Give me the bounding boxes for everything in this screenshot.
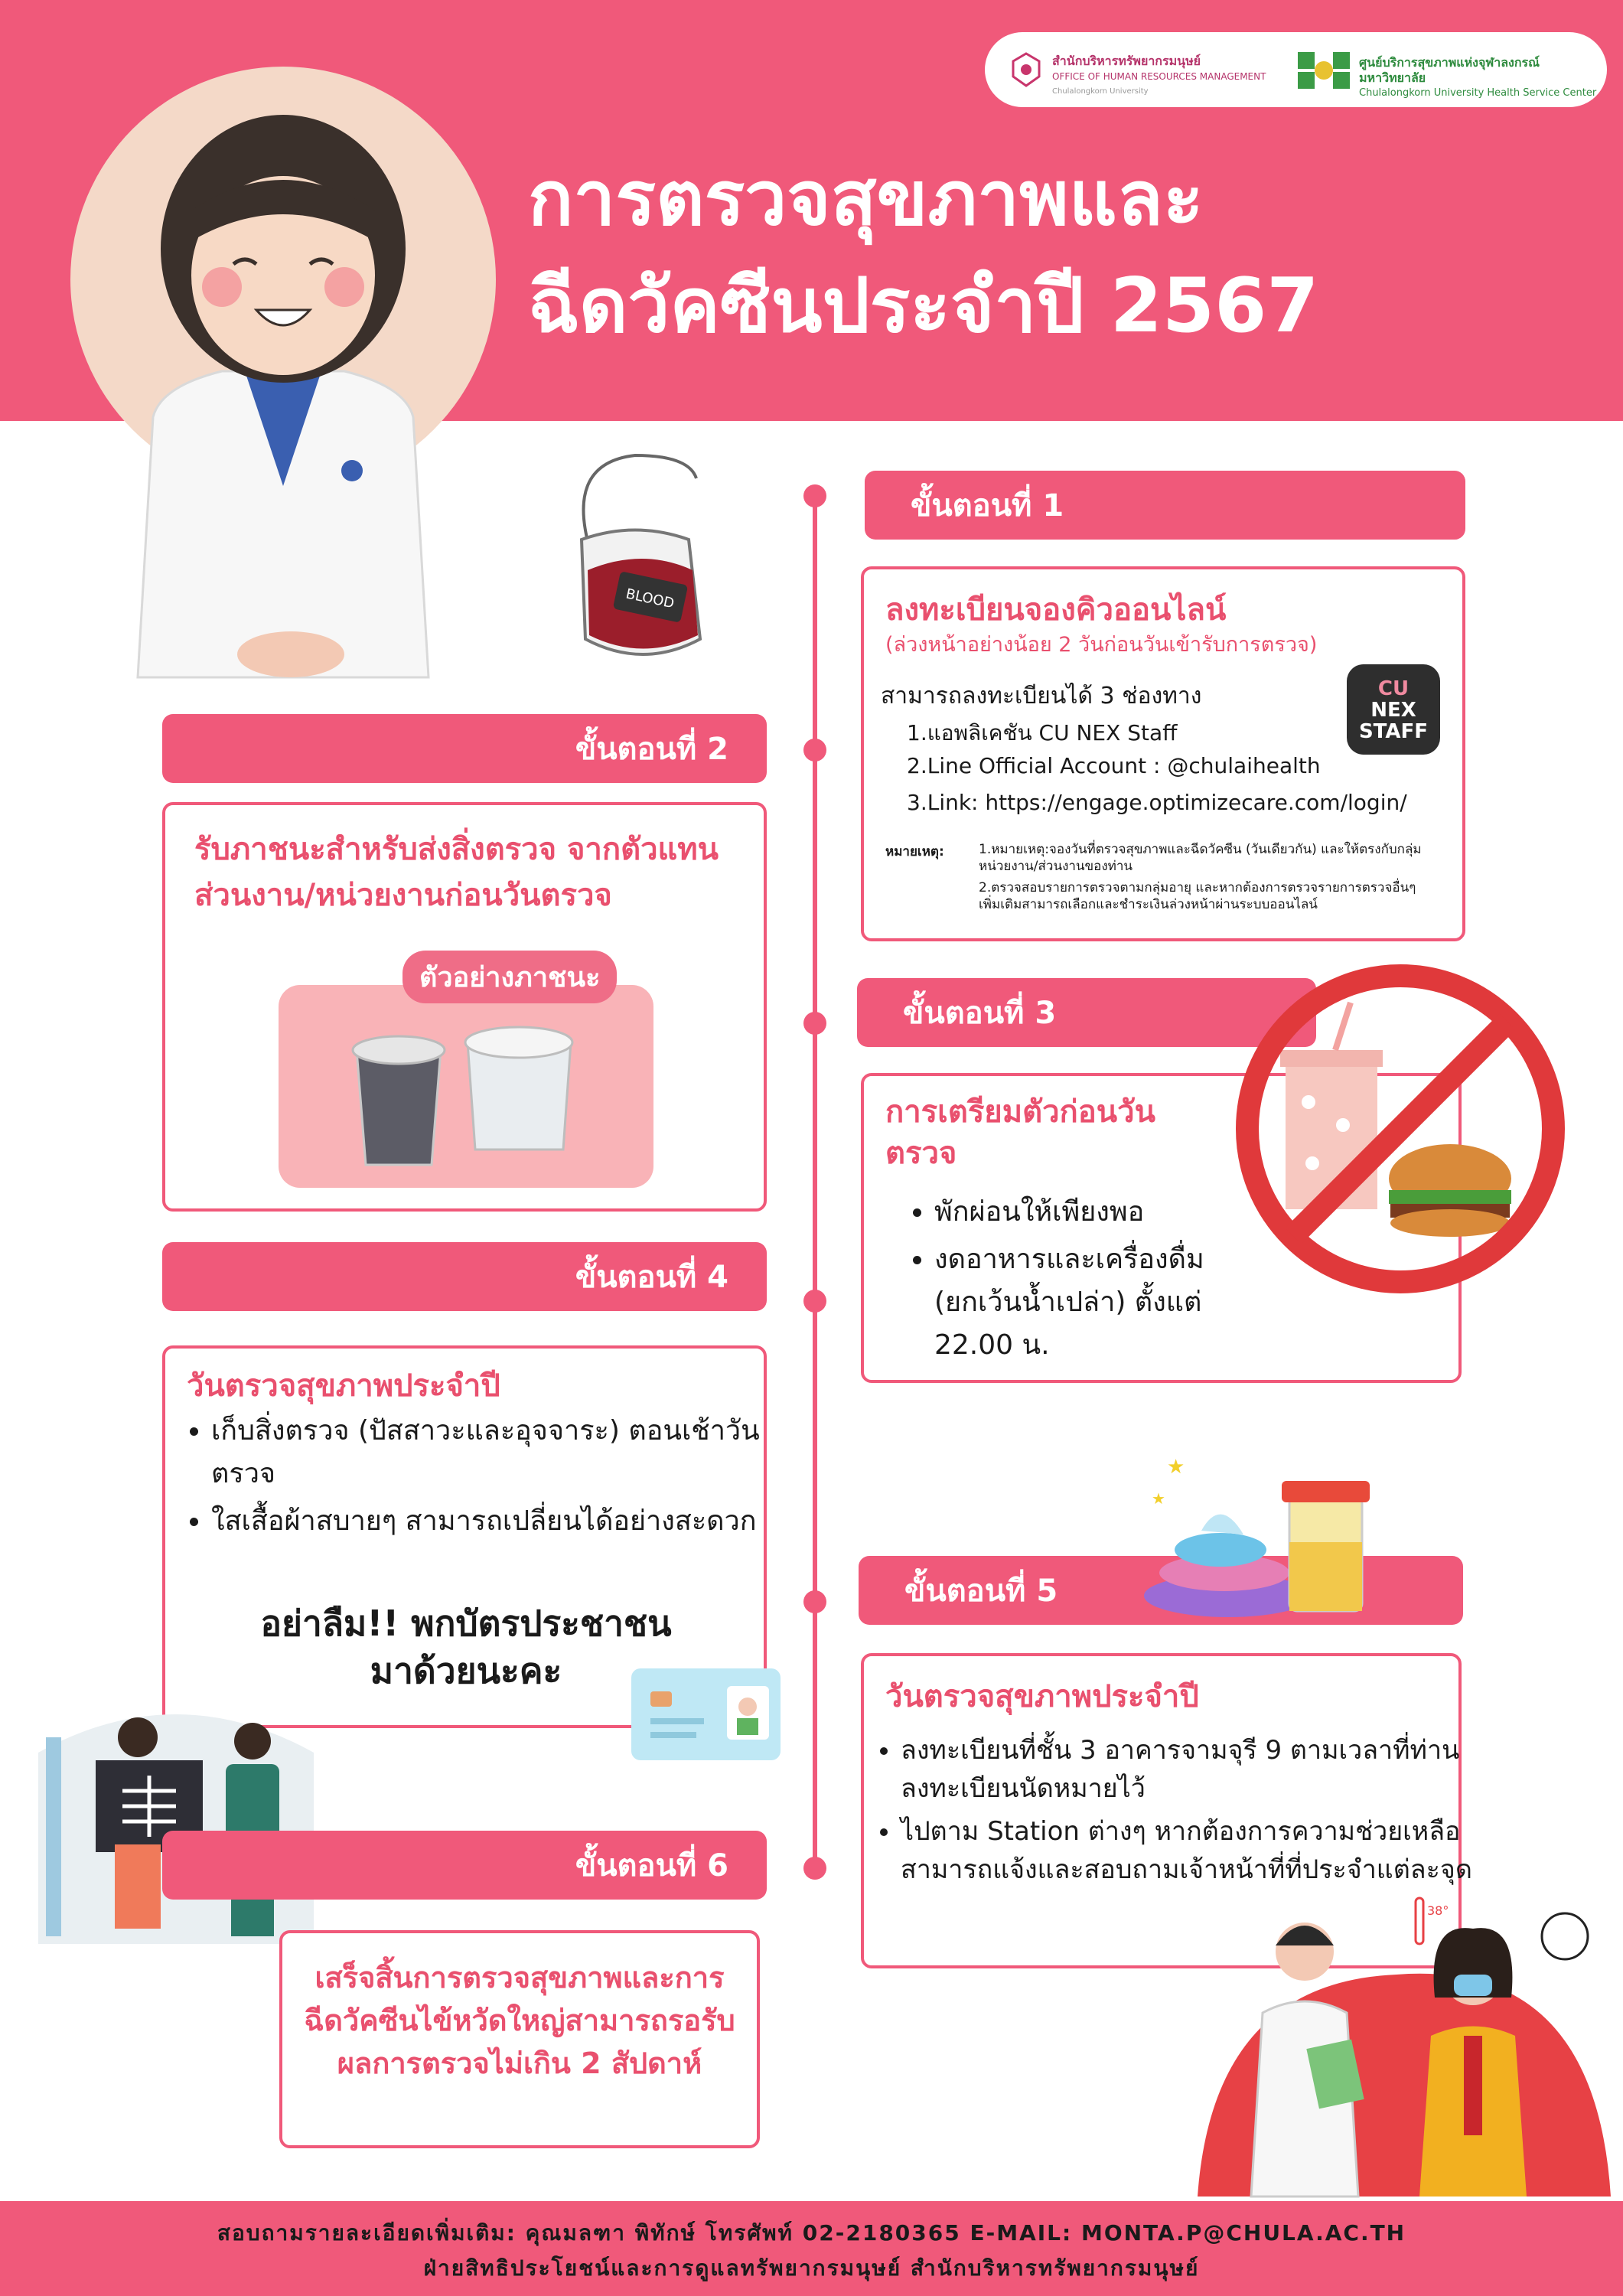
step-5-list [861,1731,1482,1893]
step-1-channel: 3.Link: https://engage.optimizecare.com/login/ [907,790,1407,815]
step-5-header: ขั้นตอนที่ 5 [859,1556,1463,1625]
blood-bag-label: BLOOD [624,585,676,612]
list-item: • ลงทะเบียนที่ชั้น 3 อาคารจามจุรี 9 ตามเวลาที่ท่านลงทะเบียนนัดหมายไว้ [901,1731,1482,1808]
step-3-heading: การเตรียมตัวก่อนวันตรวจ [885,1094,1155,1171]
step-1-channel: 1.แอพลิเคชัน CU NEX Staff [907,720,1178,745]
step-3-list [895,1191,1263,1371]
step-6-header: ขั้นตอนที่ 6 [162,1831,767,1900]
timeline-dot [803,484,826,507]
timeline-dot [803,1290,826,1313]
step-1-subheading: (ล่วงหน้าอย่างน้อย 2 วันก่อนวันเข้ารับการตรวจ) [885,633,1318,657]
list-item: • เก็บสิ่งตรวจ (ปัสสาวะและอุจจาระ) ตอนเช้าวันตรวจ [211,1410,777,1495]
xray-illustration [23,1691,329,1944]
step-1-note: 1.หมายเหตุ:จองวันที่ตรวจสุขภาพและฉีดวัคซีน (วันเดียวกัน) และให้ตรงกับกลุ่มหน่วยงาน/ส่วนงานของท่าน [979,842,1422,874]
doctor-patient-illustration [1198,1890,1623,2204]
step-1-note-label: หมายเหตุ: [885,844,944,859]
health-center-logo-icon [1293,47,1354,93]
footer-department: ฝ่ายสิทธิประโยชน์และการดูแลทรัพยากรมนุษย์ สำนักบริหารทรัพยากรมนุษย์ [423,2255,1200,2281]
step-4-list [171,1410,777,1548]
page-title: การตรวจสุขภาพและ ฉีดวัคซีนประจำปี 2567 [528,155,1319,350]
step-1-note: 2.ตรวจสอบรายการตรวจตามกลุ่มอายุ และหากต้องการตรวจรายการตรวจอื่นๆ เพิ่มเติมสามารถเลือกและชำระเงินล่วงหน้าผ่านระบบออนไลน์ [979,880,1416,912]
timeline-dot [803,1590,826,1613]
specimen-containers-illustration [334,1019,586,1172]
timeline-line [813,496,817,1870]
step-1-intro: สามารถลงทะเบียนได้ 3 ช่องทาง [881,683,1202,709]
step-6-text: เสร็จสิ้นการตรวจสุขภาพและการฉีดวัคซีนไข้หวัดใหญ่สามารถรอรับผลการตรวจไม่เกิน 2 สัปดาห์ [304,1961,735,2080]
stool-urine-sample-illustration [1136,1450,1381,1623]
step-2-text: รับภาชนะสำหรับส่งสิ่งตรวจ จากตัวแทนส่วนงาน/หน่วยงานก่อนวันตรวจ [194,832,719,913]
step-4-header: ขั้นตอนที่ 4 [162,1242,767,1311]
list-item: • งดอาหารและเครื่องดื่ม (ยกเว้นน้ำเปล่า) ตั้งแต่ 22.00 น. [934,1238,1263,1367]
footer-contact: สอบถามรายละเอียดเพิ่มเติม: คุณมลฑา พิทักษ์ โทรศัพท์ 02-2180365 E-MAIL: MONTA.P@CHULA.AC.TH [217,2220,1406,2245]
id-card-icon [627,1665,784,1764]
step-3-header: ขั้นตอนที่ 3 [857,978,1316,1047]
thermometer-label: 38° [1427,1903,1449,1918]
list-item: • ไปตาม Station ต่างๆ หากต้องการความช่วยเหลือสามารถแจ้งและสอบถามเจ้าหน้าที่ที่ประจำแต่ละจุด [901,1812,1482,1889]
health-center-logo-text: ศูนย์บริการสุขภาพแห่งจุฬาลงกรณ์มหาวิทยาลัย Chulalongkorn University Health Service Center [1359,55,1597,99]
step-2-card [162,802,767,1212]
id-card-reminder: อย่าลืม!! พกบัตรประชาชน มาด้วยนะคะ [260,1603,672,1691]
step-1-header: ขั้นตอนที่ 1 [865,471,1465,540]
timeline-dot [803,1857,826,1880]
step-2-header: ขั้นตอนที่ 2 [162,714,767,783]
sample-label-badge: ตัวอย่างภาชนะ [402,951,617,1003]
hr-office-logo-icon [1009,51,1044,89]
step-4-heading: วันตรวจสุขภาพประจำปี [187,1368,500,1404]
timeline-dot [803,739,826,762]
svg-text:★: ★ [1152,1489,1165,1508]
timeline-dot [803,1012,826,1035]
no-food-drink-icon [1221,949,1580,1309]
cu-nex-staff-logo: CU NEX STAFF [1347,664,1440,755]
svg-text:★: ★ [1167,1456,1185,1479]
step-1-heading: ลงทะเบียนจองคิวออนไลน์ [885,592,1227,628]
doctor-illustration [69,57,513,693]
step-1-channel: 2.Line Official Account : @chulaihealth [907,753,1321,778]
hr-office-logo-text: สำนักบริหารทรัพยากรมนุษย์ OFFICE OF HUMAN RESOURCES MANAGEMENT Chulalongkorn University [1052,54,1266,96]
list-item: • ใสเสื้อผ้าสบายๆ สามารถเปลี่ยนได้อย่างสะดวก [211,1500,777,1543]
step-5-heading: วันตรวจสุขภาพประจำปี [885,1679,1199,1714]
list-item: • พักผ่อนให้เพียงพอ [934,1191,1263,1234]
step-6-card [279,1930,760,2148]
blood-bag-illustration [536,448,735,670]
